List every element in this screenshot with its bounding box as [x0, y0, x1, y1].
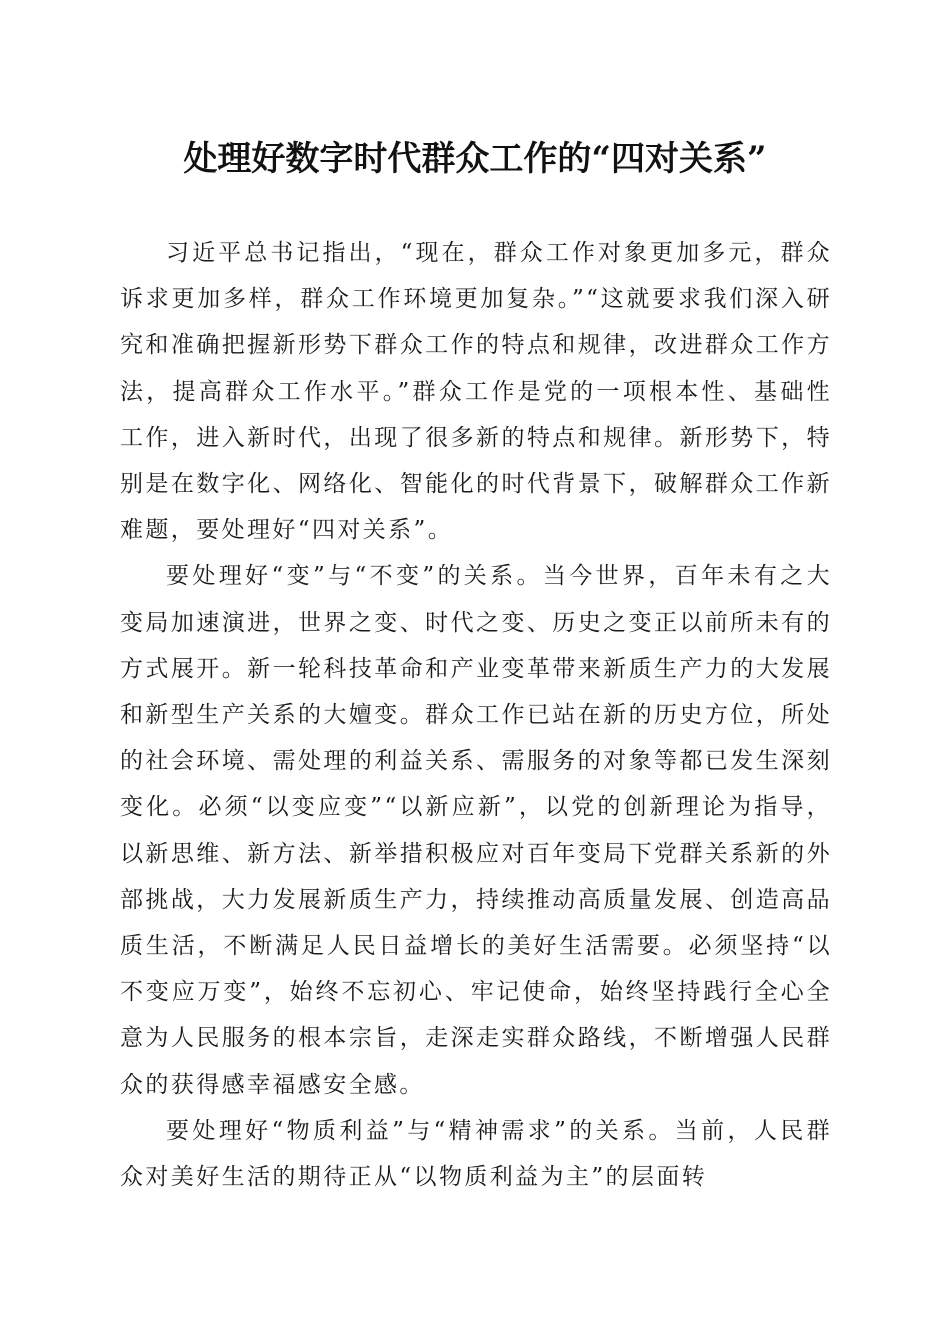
- document-body: [120, 230, 832, 1200]
- paragraph-change-vs-constant: 要处理好“变”与“不变”的关系。当今世界，百年未有之大变局加速演进，世界之变、时代之变、历史之变正以前所未有的方式展开。新一轮科技革命和产业变革带来新质生产力的大发展和新型生产关系的大嬗变。群众工作已站在新的历史方位，所处的社会环境、需处理的利益关系、需服务的对象等都已发生深刻变化。必须“以变应变”“以新应新”，以党的创新理论为指导，以新思维、新方法、新举措积极应对百年变局下党群关系新的外部挑战，大力发展新质生产力，持续推动高质量发展、创造高品质生活，不断满足人民日益增长的美好生活需要。必须坚持“以不变应万变”，始终不忘初心、牢记使命，始终坚持践行全心全意为人民服务的根本宗旨，走深走实群众路线，不断增强人民群众的获得感幸福感安全感。: [120, 563, 832, 1098]
- document-title: 处理好数字时代群众工作的“四对关系”: [183, 139, 767, 179]
- paragraph-material-vs-spiritual: 要处理好“物质利益”与“精神需求”的关系。当前，人民群众对美好生活的期待正从“以物质利益为主”的层面转: [120, 1117, 832, 1191]
- paragraph-intro: 习近平总书记指出，“现在，群众工作对象更加多元，群众诉求更加多样，群众工作环境更加复杂。”“这就要求我们深入研究和准确把握新形势下群众工作的特点和规律，改进群众工作方法，提高群众工作水平。”群众工作是党的一项根本性、基础性工作，进入新时代，出现了很多新的特点和规律。新形势下，特别是在数字化、网络化、智能化的时代背景下，破解群众工作新难题，要处理好“四对关系”。: [120, 240, 832, 544]
